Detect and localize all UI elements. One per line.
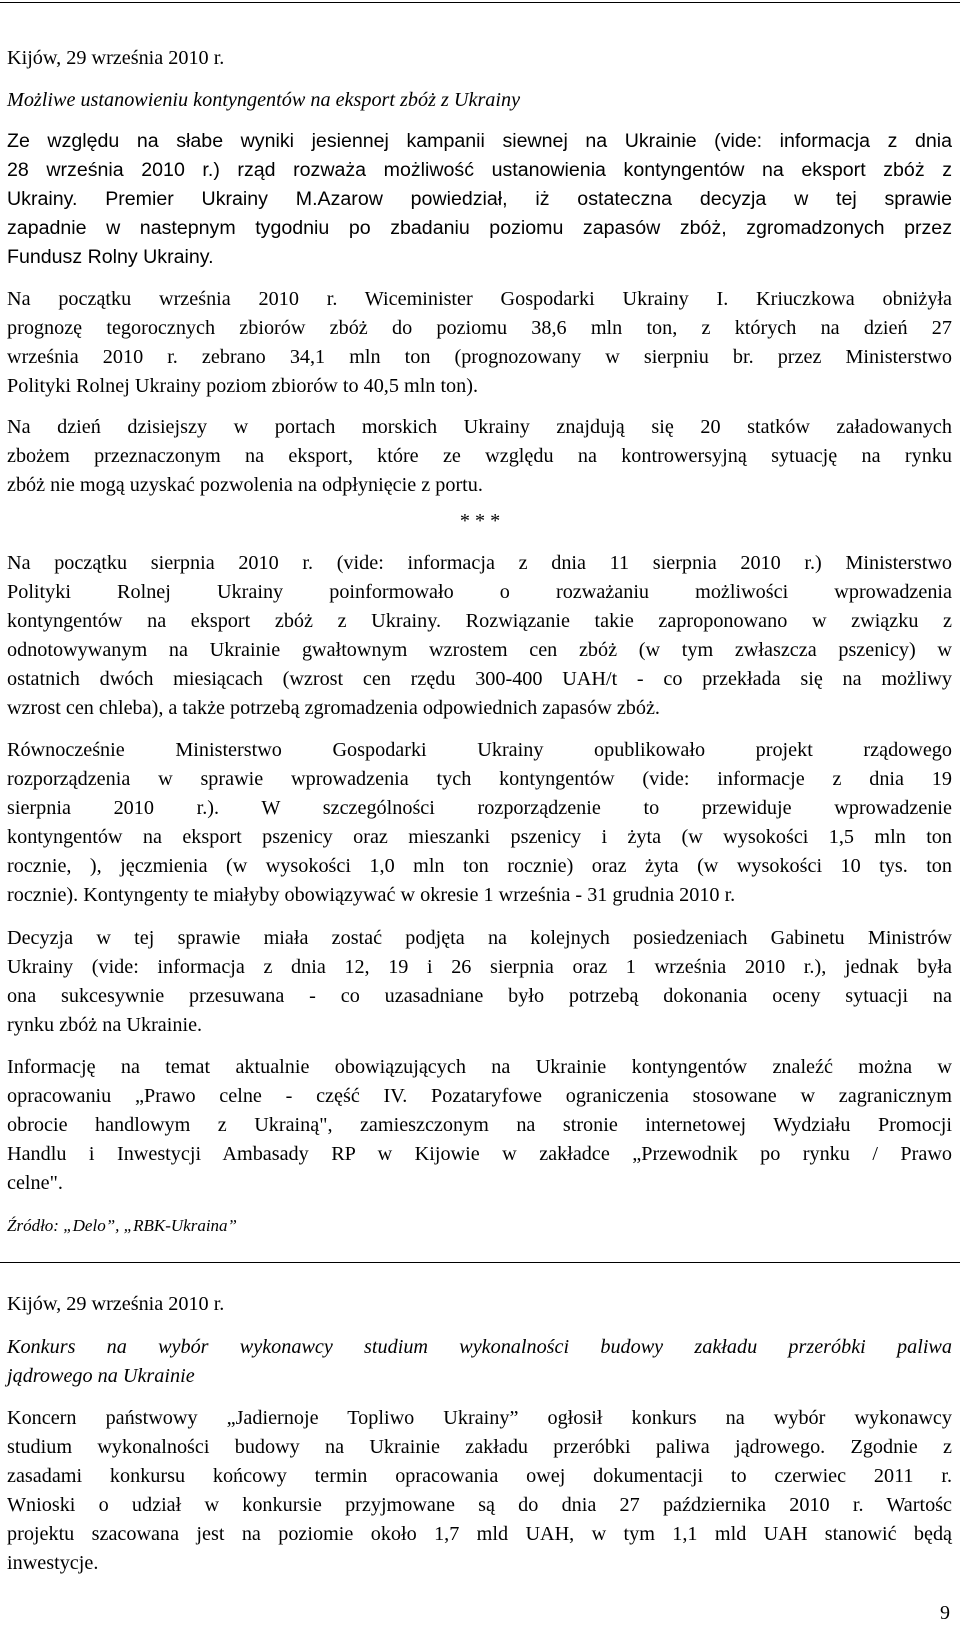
paragraph-line: Ukrainy. Premier Ukrainy M.Azarow powiedział, iż ostateczna decyzja w tej sprawie [7,188,952,210]
paragraph-line: Ze względu na słabe wyniki jesiennej kampanii siewnej na Ukrainie (vide: informacja z dnia [7,130,952,152]
paragraph-line: Handlu i Inwestycji Ambasady RP w Kijowie w zakładce „Przewodnik po rynku / Prawo [7,1143,952,1165]
paragraph-line: rocznie, ), jęczmienia (w wysokości 1,0 mln ton rocznie) oraz żyta (w wysokości 10 tys. ton [7,855,952,877]
paragraph-line: Ukrainy (vide: informacja z dnia 12, 19 i 26 sierpnia oraz 1 września 2010 r.), jednak była [7,956,952,978]
paragraph-line: zbóż nie mogą uzyskać pozwolenia na odpłynięcie z portu. [7,474,483,496]
paragraph-line: Równocześnie Ministerstwo Gospodarki Ukrainy opublikowało projekt rządowego [7,739,952,761]
paragraph-line: opracowaniu „Prawo celne - część IV. Pozataryfowe ograniczenia stosowane w zagranicznym [7,1085,952,1107]
paragraph-line: obrocie handlowym z Ukrainą", zamieszczonym na stronie internetowej Wydziału Promocji [7,1114,952,1136]
paragraph-line: zapadnie w nastepnym tygodniu po zbadaniu poziomu zapasów zbóż, zgromadzonych przez [7,217,952,239]
paragraph-line: września 2010 r. zebrano 34,1 mln ton (prognozowany w sierpniu br. przez Ministerstwo [7,346,952,368]
article-1-title: Możliwe ustanowieniu kontyngentów na eksport zbóż z Ukrainy [7,89,521,111]
paragraph-line: rozporządzenia w sprawie wprowadzenia tych kontyngentów (vide: informacje z dnia 19 [7,768,952,790]
paragraph-line: ostatnich dwóch miesiącach (wzrost cen rzędu 300-400 UAH/t - co przekłada się na możliwy [7,668,952,690]
page-number: 9 [940,1602,950,1624]
paragraph-line: kontyngentów na eksport zbóż z Ukrainy. Rozwiązanie takie zaproponowano w związku z [7,610,952,632]
paragraph-line: sierpnia 2010 r.). W szczególności rozporządzenie to przewiduje wprowadzenie [7,797,952,819]
article-2-title-line: jądrowego na Ukrainie [7,1365,195,1387]
paragraph-line: zasadami konkursu końcowy termin opracowania owej dokumentacji to czerwiec 2011 r. [7,1465,952,1487]
paragraph-line: zbożem przeznaczonym na eksport, które ze względu na kontrowersyjną sytuację na rynku [7,445,952,467]
paragraph-line: inwestycje. [7,1552,99,1574]
section-divider [0,1262,960,1263]
paragraph-line: Polityki Rolnej Ukrainy poziom zbiorów to 40,5 mln ton). [7,375,479,397]
paragraph-line: Koncern państwowy „Jadiernoje Topliwo Ukrainy” ogłosił konkurs na wybór wykonawcy [7,1407,952,1429]
paragraph-line: Decyzja w tej sprawie miała zostać podjęta na kolejnych posiedzeniach Gabinetu Ministrów [7,927,952,949]
paragraph-line: odnotowywanym na Ukrainie gwałtownym wzrostem cen zbóż (w tym zwłaszcza pszenicy) w [7,639,952,661]
paragraph-line: rynku zbóż na Ukrainie. [7,1014,203,1036]
paragraph-line: celne". [7,1172,63,1194]
article-2-title-line: Konkurs na wybór wykonawcy studium wykonalności budowy zakładu przeróbki paliwa [7,1336,952,1358]
source-note: Źródło: „Delo”, „RBK-Ukraina” [7,1216,237,1235]
paragraph-line: Fundusz Rolny Ukrainy. [7,246,214,268]
top-rule [0,2,960,3]
paragraph-line: prognozę tegorocznych zbiorów zbóż do poziomu 38,6 mln ton, z których na dzień 27 [7,317,952,339]
paragraph-line: wzrost cen chleba), a także potrzebą zgromadzenia odpowiednich zapasów zbóż. [7,697,660,719]
article-2-date: Kijów, 29 września 2010 r. [7,1293,225,1315]
paragraph-line: kontyngentów na eksport pszenicy oraz mieszanki pszenicy i żyta (w wysokości 1,5 mln ton [7,826,952,848]
paragraph-line: Polityki Rolnej Ukrainy poinformowało o rozważaniu możliwości wprowadzenia [7,581,952,603]
paragraph-line: Informację na temat aktualnie obowiązujących na Ukrainie kontyngentów znaleźć można w [7,1056,952,1078]
section-separator: * * * [459,510,501,532]
paragraph-line: Na dzień dzisiejszy w portach morskich Ukrainy znajdują się 20 statków załadowanych [7,416,952,438]
paragraph-line: ona sukcesywnie przesuwana - co uzasadniane było potrzebą dokonania oceny sytuacji na [7,985,952,1007]
paragraph-line: studium wykonalności budowy na Ukrainie zakładu przeróbki paliwa jądrowego. Zgodnie z [7,1436,952,1458]
paragraph-line: projektu szacowana jest na poziomie około 1,7 mld UAH, w tym 1,1 mld UAH stanowić będą [7,1523,952,1545]
paragraph-line: Na początku września 2010 r. Wiceminister Gospodarki Ukrainy I. Kriuczkowa obniżyła [7,288,952,310]
article-1-date: Kijów, 29 września 2010 r. [7,47,225,69]
paragraph-line: Na początku sierpnia 2010 r. (vide: informacja z dnia 11 sierpnia 2010 r.) Ministerstwo [7,552,952,574]
paragraph-line: rocznie). Kontyngenty te miałyby obowiązywać w okresie 1 września - 31 grudnia 2010 r. [7,884,736,906]
paragraph-line: 28 września 2010 r.) rząd rozważa możliwość ustanowienia kontyngentów na eksport zbóż z [7,159,952,181]
paragraph-line: Wnioski o udział w konkursie przyjmowane są do dnia 27 października 2010 r. Wartośc [7,1494,952,1516]
